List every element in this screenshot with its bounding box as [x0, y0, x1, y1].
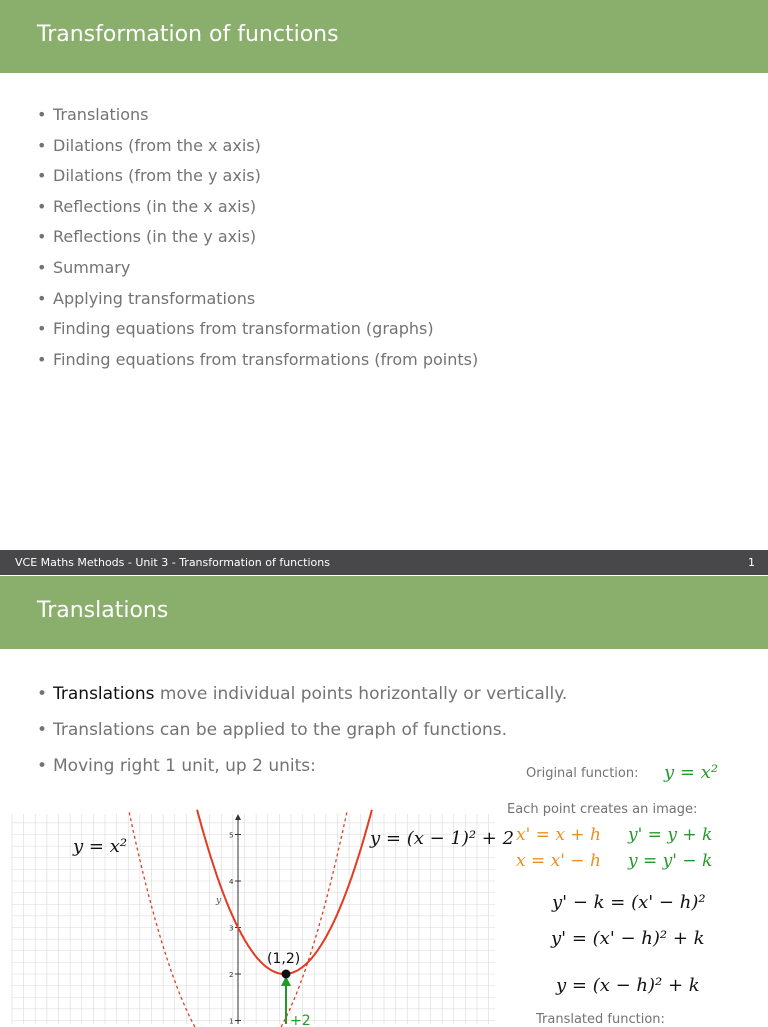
page-number: 1 — [748, 556, 755, 569]
list-item[interactable]: • Summary — [37, 253, 478, 284]
vertex-point — [282, 970, 291, 979]
label-translated-function: y = (x − 1)² + 2 — [370, 828, 515, 849]
list-item[interactable]: • Dilations (from the x axis) — [37, 131, 478, 162]
bullet-icon: • — [37, 319, 47, 339]
eq-x-image: x' = x + h — [516, 825, 601, 845]
bullet-icon: • — [37, 684, 48, 704]
slide2-title: Translations — [37, 598, 169, 623]
bullet-icon: • — [37, 105, 47, 124]
original-function-label: Original function: — [526, 766, 639, 781]
translated-function-label: Translated function: — [536, 1012, 665, 1027]
y-tick-label: 3 — [229, 924, 234, 933]
bullet-icon: • — [37, 227, 47, 247]
contents-list — [37, 100, 478, 375]
bullet-icon: • — [37, 166, 47, 186]
translation-graph — [0, 814, 515, 1027]
y-tick-label: 4 — [229, 878, 234, 886]
slide1-title: Transformation of functions — [37, 22, 339, 47]
bullet-icon: • — [37, 257, 47, 277]
each-point-label: Each point creates an image: — [507, 802, 698, 817]
list-item[interactable]: • Finding equations from transformation (graphs) — [37, 314, 478, 345]
bullet-icon: • — [37, 756, 48, 776]
y-axis-label: y — [216, 896, 222, 906]
list-item[interactable]: • Reflections (in the y axis) — [37, 222, 478, 253]
eq-y-inverse: y = y' − k — [628, 851, 713, 871]
arrow-label: +2 — [290, 1013, 311, 1027]
label-original-function: y = x² — [73, 836, 128, 857]
bullet-icon: • — [37, 288, 47, 308]
slide-footer — [0, 550, 768, 575]
term-translations: Translations — [53, 684, 155, 704]
y-axis-arrow-icon — [235, 814, 241, 820]
translations-bullets — [37, 676, 567, 784]
y-tick-label: 1 — [229, 1017, 234, 1026]
bullet-icon: • — [37, 135, 47, 155]
y-tick-label: 2 — [229, 971, 234, 979]
list-item[interactable]: • Finding equations from transformations (from points) — [37, 345, 478, 376]
list-item: • Translations move individual points horizontally or vertically. — [37, 676, 567, 712]
eq-translated-general: y = (x − h)² + k — [556, 975, 700, 996]
y-tick-label: 5 — [229, 831, 234, 840]
list-item[interactable]: • Reflections (in the x axis) — [37, 192, 478, 223]
footer-text: VCE Maths Methods - Unit 3 - Transformation of functions — [15, 556, 330, 569]
slide1-title-bar — [0, 0, 768, 73]
eq-substituted: y' − k = (x' − h)² — [552, 892, 706, 913]
eq-x-inverse: x = x' − h — [516, 851, 601, 871]
vertex-label: (1,2) — [267, 951, 301, 967]
eq-rearranged: y' = (x' − h)² + k — [551, 928, 705, 949]
slide2-title-bar — [0, 576, 768, 649]
list-item[interactable]: • Dilations (from the y axis) — [37, 161, 478, 192]
list-item[interactable]: • Translations — [37, 100, 478, 131]
bullet-icon: • — [37, 196, 47, 216]
bullet-icon: • — [37, 720, 48, 740]
bullet-icon: • — [37, 349, 47, 369]
list-item[interactable]: • Applying transformations — [37, 284, 478, 315]
eq-y-image: y' = y + k — [628, 825, 713, 845]
list-item: • Moving right 1 unit, up 2 units: — [37, 748, 567, 784]
original-function-equation: y = x² — [664, 762, 719, 783]
list-item: • Translations can be applied to the graph of functions. — [37, 712, 567, 748]
